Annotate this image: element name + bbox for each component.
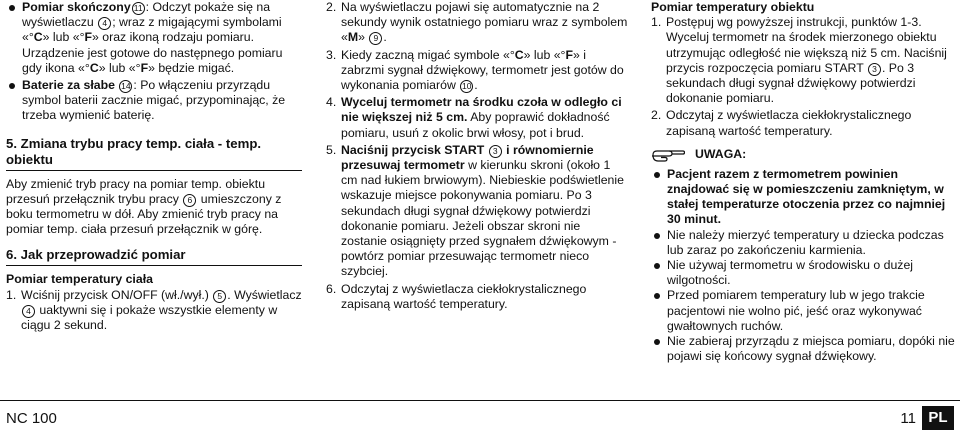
section-heading-6: 6. Jak przeprowadzić pomiar bbox=[6, 247, 186, 263]
ref-circle: 3 bbox=[868, 63, 881, 76]
section-heading-5: 5. Zmiana trybu pracy temp. ciała - temp. obiektu bbox=[6, 135, 262, 167]
warning-item: Nie należy mierzyć temperatury u dziecka podczas lub zaraz po zakończeniu karmienia. bbox=[651, 228, 956, 258]
object-step-2: 2. Odczytaj z wyświetlacza ciekłokrystalicznego zapisaną wartość temperatury. bbox=[651, 108, 912, 138]
footer-divider bbox=[0, 400, 960, 401]
warning-header bbox=[651, 147, 956, 163]
bullet-battery-low: Baterie za słabe 14 : Po włączeniu przyrządu symbol baterii zacznie migać, przypominając, że trzeba wymienić baterię. bbox=[6, 78, 302, 124]
ref-circle: 4 bbox=[98, 17, 111, 30]
ref-circle: 3 bbox=[489, 145, 502, 158]
ref-circle: 10 bbox=[462, 81, 472, 92]
ref-circle: 5 bbox=[213, 290, 226, 303]
paragraph-mode-switch: Aby zmienić tryb pracy na pomiar temp. obiektu przesuń przełącznik trybu pracy 6 umieszczony z boku termometru w dół. Aby zmienić tryb pracy na pomiar temp. ciała przesuń przełącznik w górę. bbox=[6, 176, 282, 237]
language-badge: PL bbox=[922, 406, 954, 430]
ref-circle: 9 bbox=[369, 32, 382, 45]
warning-item: Nie używaj termometru w środowisku o dużej wilgotności. bbox=[651, 258, 956, 288]
step-6: 6. Odczytaj z wyświetlacza ciekłokrystalicznego zapisaną wartość temperatury. bbox=[326, 281, 587, 311]
step-5: 5. Naciśnij przycisk START 3 i równomiernie przesuwaj termometr w kierunku skroni (około 1 cm nad łukiem brwiowym). Niebieskie podświetlenie wskazuje miejsce pokonywania pomiaru. Po 3 sekundach długi sygnał dźwiękowy potwierdzi dokonanie pomiaru. Jeżeli obszar skroni nie zostanie osiągnięty przed sygnałem dźwiękowym - powtórz pomiar przesuwając termometr nieco szybciej. bbox=[326, 142, 624, 279]
pointing-hand-icon bbox=[651, 147, 685, 163]
warning-item: Przed pomiarem temperatury lub w jego trakcie pacjentowi nie wolno pić, jeść oraz wykonywać gwałtownych ruchów. bbox=[651, 288, 956, 334]
model-name: NC 100 bbox=[6, 410, 57, 427]
column-right bbox=[651, 0, 956, 364]
heading-divider bbox=[6, 265, 302, 266]
page-number: 11 bbox=[900, 410, 916, 427]
warning-title: UWAGA: bbox=[695, 147, 747, 162]
ref-circle: 14 bbox=[121, 81, 131, 92]
step-3: 3. Kiedy zaczną migać symbole «°C» lub «°F» i zabrzmi sygnał dźwiękowy, termometr jest gotów do wykonania pomiarów 10 . bbox=[326, 47, 624, 93]
ref-circle: 11 bbox=[132, 2, 145, 15]
step-1: 1. Wciśnij przycisk ON/OFF (wł./wył.) 5 . Wyświetlacz 4 uaktywni się i pokaże wszystkie elementy w ciągu 2 sekund. bbox=[6, 287, 302, 333]
step-2: 2. Na wyświetlaczu pojawi się automatycznie na 2 sekundy wynik ostatniego pomiaru wraz z symbolem «M» 9 . bbox=[326, 0, 628, 45]
warning-item: Pacjent razem z termometrem powinien znajdować się w pomieszczeniu zamkniętym, w stałej temperaturze otoczenia przez co najmniej 30 minut. bbox=[651, 167, 956, 228]
object-step-1: 1. Postępuj wg powyższej instrukcji, punktów 1-3. Wyceluj termometr na środek mierzonego obiektu utrzymując odległość nie większą niż 5 cm. Naciśnij przycis rozpoczęcia pomiaru START 3 . Po 3 sekundach długi sygnał dźwiękowy potwierdzi dokonanie pomiaru. bbox=[651, 15, 947, 106]
ref-circle: 6 bbox=[183, 194, 196, 207]
warning-item: Nie zabieraj przyrządu z miejsca pomiaru, dopóki nie pojawi się końcowy sygnał dźwiękowy. bbox=[651, 334, 956, 364]
bullet-measurement-done: Pomiar skończony 11 : Odczyt pokaże się na wyświetlaczu 4 ; wraz z migającymi symbolami «°C» lub «°F» oraz ikoną rodzaju pomiaru. Urządzenie jest gotowe do następnego pomiaru gdy ikona «°C» lub «°F» będzie migać. bbox=[6, 0, 302, 76]
column-left bbox=[6, 0, 302, 333]
subheading-object-temp: Pomiar temperatury obiektu bbox=[651, 0, 815, 14]
subheading-body-temp: Pomiar temperatury ciała bbox=[6, 272, 153, 287]
ref-circle: 4 bbox=[22, 305, 35, 318]
heading-divider bbox=[6, 170, 302, 171]
column-middle bbox=[326, 0, 628, 312]
step-4: 4. Wyceluj termometr na środku czoła w odległo ci nie większej niż 5 cm. Aby poprawić dokładność pomiaru, usuń z okolic brwi włosy, pot i brud. bbox=[326, 95, 622, 140]
